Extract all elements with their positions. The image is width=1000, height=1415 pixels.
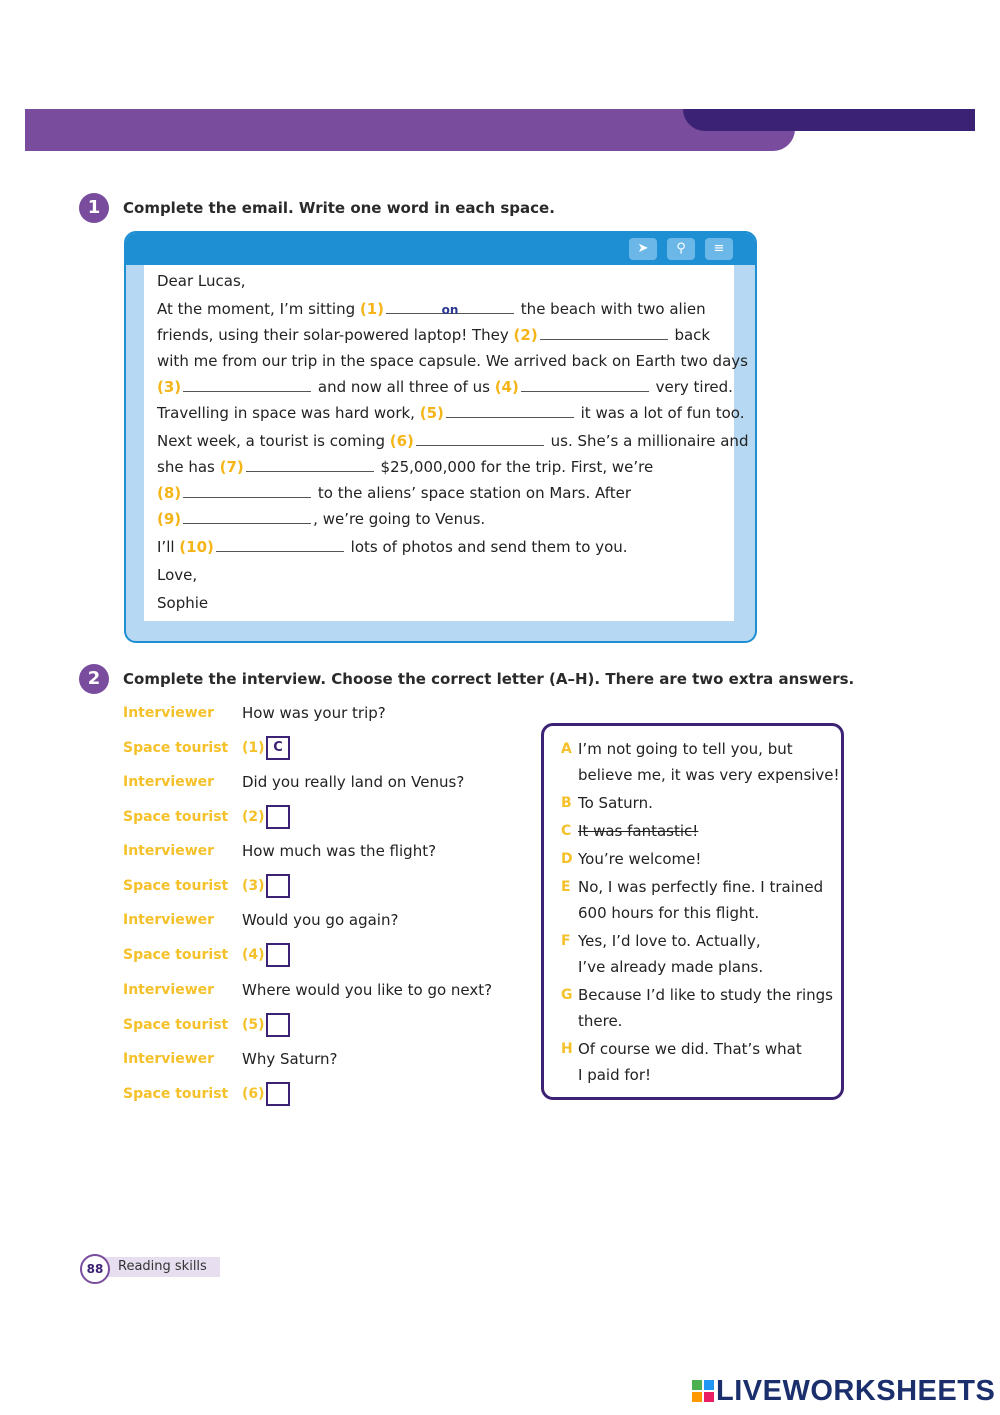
interviewer-line: How much was the flight? <box>242 842 437 860</box>
gap-3-input[interactable] <box>183 377 311 392</box>
gap-10-input[interactable] <box>216 537 344 552</box>
exercise-1-instruction: Complete the email. Write one word in each space. <box>123 199 555 217</box>
option-h-text: Of course we did. That’s what <box>578 1040 802 1058</box>
option-e-text: 600 hours for this flight. <box>578 904 760 922</box>
email-closing: Love, <box>157 566 198 584</box>
option-letter-c: C <box>561 823 572 839</box>
speaker-label: Space tourist <box>123 878 229 894</box>
email-line-9: (9) , we’re going to Venus. <box>157 510 486 528</box>
option-f-text: Yes, I’d love to. Actually, <box>578 932 761 950</box>
speaker-label: Space tourist <box>123 1086 229 1102</box>
interviewer-line: Where would you like to go next? <box>242 981 493 999</box>
speaker-label: Interviewer <box>123 1051 215 1067</box>
question-number: (3) <box>242 878 265 894</box>
page-number: 88 <box>80 1254 110 1284</box>
option-letter-a: A <box>561 741 572 757</box>
question-number: (5) <box>242 1017 265 1033</box>
option-a-text: believe me, it was very expensive! <box>578 766 840 784</box>
email-line-5: Travelling in space was hard work, (5) it was a lot of fun too. <box>157 404 745 422</box>
speaker-label: Space tourist <box>123 740 229 756</box>
speaker-label: Space tourist <box>123 809 229 825</box>
email-line-7: she has (7) $25,000,000 for the trip. First, we’re <box>157 458 654 476</box>
option-h-text: I paid for! <box>578 1066 652 1084</box>
interviewer-line: Would you go again? <box>242 911 399 929</box>
gap-1-input[interactable]: on <box>386 299 514 314</box>
exercise-2-instruction: Complete the interview. Choose the correct letter (A–H). There are two extra answers. <box>123 670 855 688</box>
option-e-text: No, I was perfectly fine. I trained <box>578 878 824 896</box>
option-c-text: It was fantastic! <box>578 822 699 840</box>
option-g-text: there. <box>578 1012 623 1030</box>
speaker-label: Interviewer <box>123 705 215 721</box>
answer-box-1[interactable]: C <box>266 736 290 760</box>
answer-box-2[interactable] <box>266 805 290 829</box>
gap-5-input[interactable] <box>446 403 574 418</box>
exercise-1-number: 1 <box>79 193 109 223</box>
email-toolbar <box>126 233 755 265</box>
option-letter-d: D <box>561 851 573 867</box>
option-b-text: To Saturn. <box>578 794 653 812</box>
option-f-text: I’ve already made plans. <box>578 958 764 976</box>
send-icon[interactable]: ➤ <box>629 238 657 260</box>
option-letter-h: H <box>561 1041 573 1057</box>
email-line-2: friends, using their solar-powered laptop! They (2) back <box>157 326 711 344</box>
speaker-label: Interviewer <box>123 843 215 859</box>
answer-box-6[interactable] <box>266 1082 290 1106</box>
paperclip-icon[interactable]: ⚲ <box>667 238 695 260</box>
header-banner <box>25 109 795 151</box>
email-line-3: with me from our trip in the space capsule. We arrived back on Earth two days <box>157 352 748 370</box>
question-number: (4) <box>242 947 265 963</box>
gap-9-input[interactable] <box>183 509 311 524</box>
header-banner-accent <box>683 109 975 131</box>
gap-7-input[interactable] <box>246 457 374 472</box>
speaker-label: Space tourist <box>123 947 229 963</box>
liveworksheets-logo-icon <box>692 1380 714 1402</box>
option-letter-b: B <box>561 795 572 811</box>
gap-6-input[interactable] <box>416 431 544 446</box>
option-g-text: Because I’d like to study the rings <box>578 986 833 1004</box>
email-line-4: (3) and now all three of us (4) very tired. <box>157 378 733 396</box>
email-line-8: (8) to the aliens’ space station on Mars. After <box>157 484 632 502</box>
question-number: (1) <box>242 740 265 756</box>
answer-box-4[interactable] <box>266 943 290 967</box>
interviewer-line: Why Saturn? <box>242 1050 338 1068</box>
interviewer-line: How was your trip? <box>242 704 386 722</box>
answer-box-5[interactable] <box>266 1013 290 1037</box>
gap-8-input[interactable] <box>183 483 311 498</box>
gap-4-input[interactable] <box>521 377 649 392</box>
email-signature: Sophie <box>157 594 209 612</box>
option-letter-g: G <box>561 987 573 1003</box>
menu-icon[interactable]: ≡ <box>705 238 733 260</box>
interviewer-line: Did you really land on Venus? <box>242 773 465 791</box>
speaker-label: Interviewer <box>123 774 215 790</box>
option-d-text: You’re welcome! <box>578 850 702 868</box>
speaker-label: Interviewer <box>123 982 215 998</box>
email-greeting: Dear Lucas, <box>157 272 246 290</box>
option-letter-f: F <box>561 933 571 949</box>
speaker-label: Interviewer <box>123 912 215 928</box>
email-line-1: At the moment, I’m sitting (1) on the beach with two alien <box>157 300 706 318</box>
option-letter-e: E <box>561 879 571 895</box>
watermark-logo[interactable]: LIVEWORKSHEETS <box>716 1375 996 1407</box>
section-label: Reading skills <box>104 1257 220 1277</box>
question-number: (2) <box>242 809 265 825</box>
option-a-text: I’m not going to tell you, but <box>578 740 793 758</box>
email-line-10: I’ll (10) lots of photos and send them to you. <box>157 538 628 556</box>
gap-2-input[interactable] <box>540 325 668 340</box>
email-line-6: Next week, a tourist is coming (6) us. She’s a millionaire and <box>157 432 749 450</box>
answer-box-3[interactable] <box>266 874 290 898</box>
exercise-2-number: 2 <box>79 664 109 694</box>
speaker-label: Space tourist <box>123 1017 229 1033</box>
question-number: (6) <box>242 1086 265 1102</box>
